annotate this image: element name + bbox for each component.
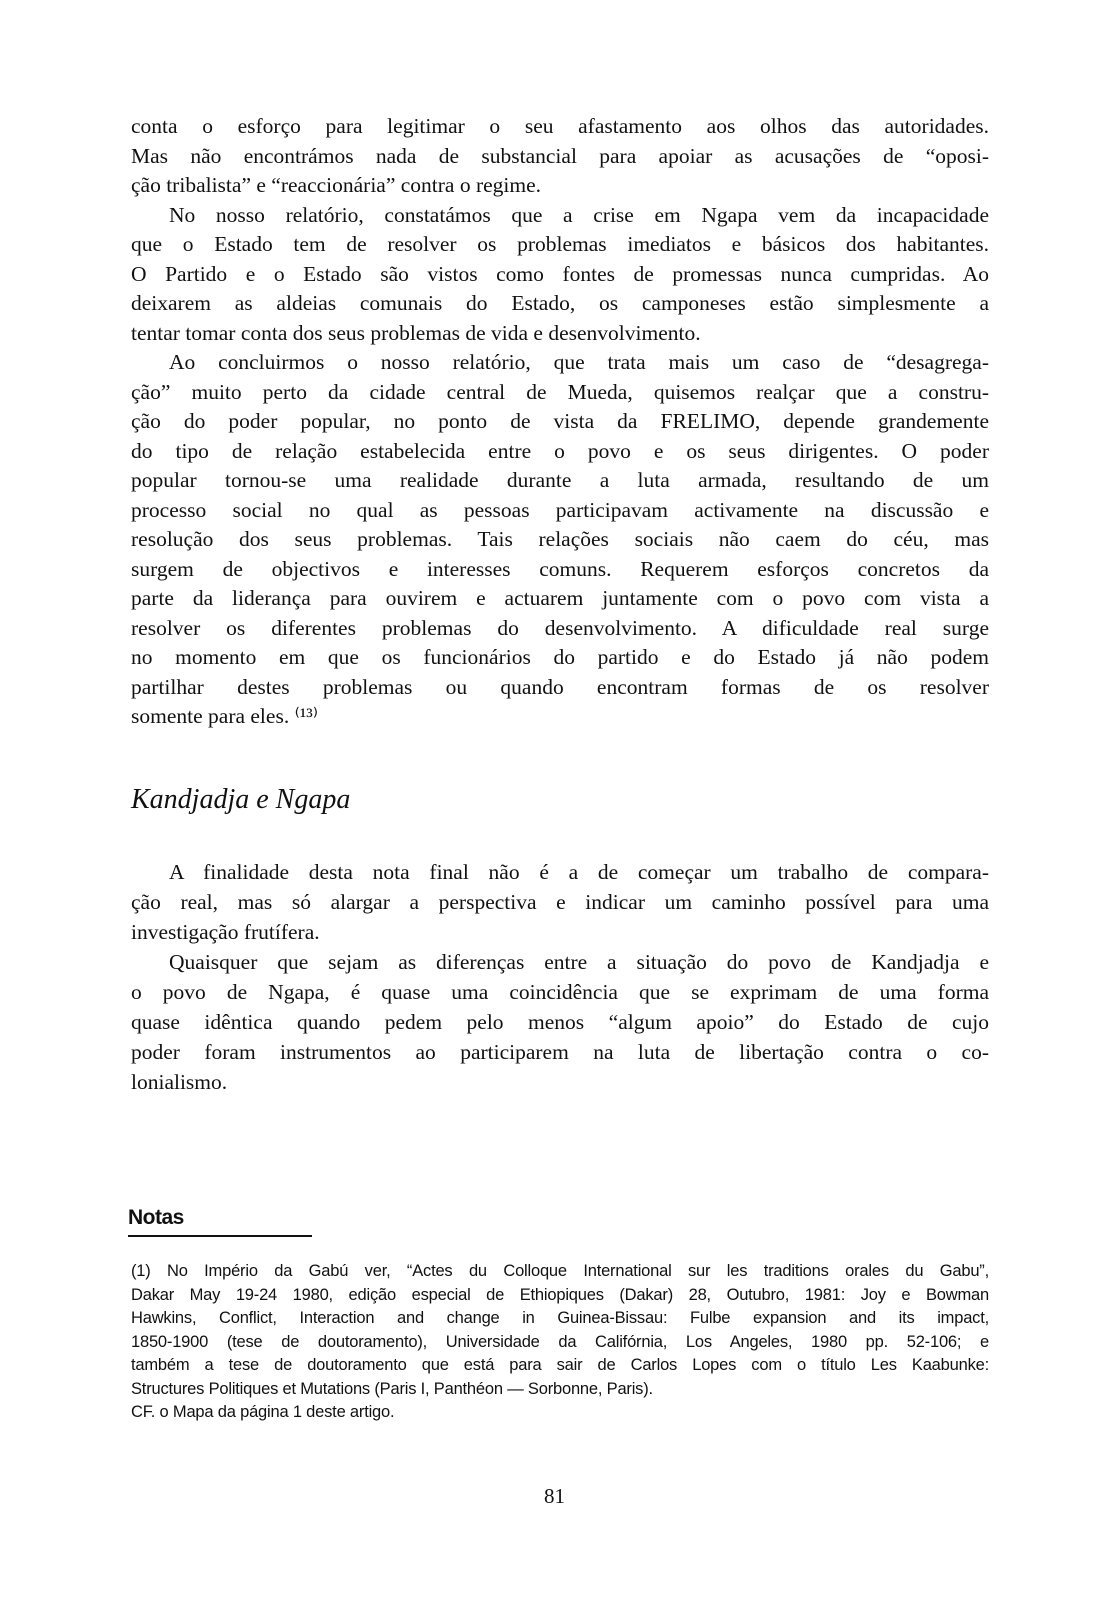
notes-heading: Notas — [128, 1206, 184, 1229]
notes-divider — [128, 1235, 312, 1237]
page-number: 81 — [544, 1484, 565, 1508]
footnote-line: Hawkins, Conflict, Interaction and change in Guinea-Bissau: Fulbe expansion and its impact, — [131, 1309, 989, 1327]
text-line: lonialismo. — [131, 1070, 228, 1094]
text-line: do tipo de relação estabelecida entre o povo e os seus dirigentes. O poder — [131, 438, 989, 463]
section-heading: Kandjadja e Ngapa — [131, 784, 351, 815]
footnote-line: também a tese de doutoramento que está para sair de Carlos Lopes com o título Les Kaabunke: — [131, 1356, 989, 1374]
text-line: no momento em que os funcionários do partido e do Estado já não podem — [131, 645, 989, 669]
footnote-line: CF. o Mapa da página 1 deste artigo. — [131, 1403, 395, 1421]
text-line: processo social no qual as pessoas participavam activamente na discussão e — [131, 497, 989, 522]
text-line: Ao concluirmos o nosso relatório, que trata mais um caso de “desagrega- — [169, 350, 989, 374]
text-line: No nosso relatório, constatámos que a crise em Ngapa vem da incapacidade — [169, 202, 989, 227]
text-line: ção do poder popular, no ponto de vista da FRELIMO, depende grandemente — [131, 409, 989, 433]
footnote-line: Dakar May 19-24 1980, edição especial de Ethiopiques (Dakar) 28, Outubro, 1981: Joy e Bowman — [131, 1285, 989, 1304]
footnote-line: (1) No Império da Gabú ver, “Actes du Colloque International sur les traditions orales du Gabu”, — [131, 1262, 989, 1280]
text-line: Mas não encontrámos nada de substancial para apoiar as acusações de “oposi- — [131, 143, 989, 168]
text-line: parte da liderança para ouvirem e actuarem juntamente com o povo com vista a — [131, 586, 989, 610]
text-line: Quaisquer que sejam as diferenças entre a situação do povo de Kandjadja e — [169, 950, 989, 974]
text-line: investigação frutífera. — [131, 920, 320, 944]
text-line: O Partido e o Estado são vistos como fontes de promessas nunca cumpridas. Ao — [131, 261, 989, 286]
body-text-part1 — [131, 112, 989, 732]
text-line: surgem de objectivos e interesses comuns. Requerem esforços concretos da — [131, 556, 989, 581]
text-line: o povo de Ngapa, é quase uma coincidência que se exprimam de uma forma — [131, 980, 989, 1004]
body-text-part2 — [131, 857, 989, 1097]
text-line: somente para eles. ⁽¹³⁾ — [131, 704, 319, 728]
text-line: ção” muito perto da cidade central de Mueda, quisemos realçar que a constru- — [131, 379, 989, 404]
text-line: poder foram instrumentos ao participarem na luta de libertação contra o co- — [131, 1040, 989, 1064]
text-line: A finalidade desta nota final não é a de começar um trabalho de compara- — [169, 860, 989, 884]
footnotes — [131, 1260, 989, 1425]
text-line: partilhar destes problemas ou quando encontram formas de os resolver — [131, 674, 989, 699]
text-line: deixarem as aldeias comunais do Estado, os camponeses estão simplesmente a — [131, 291, 989, 315]
footnote-line: Structures Politiques et Mutations (Paris I, Panthéon — Sorbonne, Paris). — [131, 1379, 653, 1398]
text-line: conta o esforço para legitimar o seu afastamento aos olhos das autoridades. — [131, 114, 989, 138]
text-line: quase idêntica quando pedem pelo menos “algum apoio” do Estado de cujo — [131, 1010, 989, 1034]
text-line: popular tornou-se uma realidade durante a luta armada, resultando de um — [131, 468, 989, 492]
text-line: resolução dos seus problemas. Tais relações sociais não caem do céu, mas — [131, 527, 989, 551]
footnote-line: 1850-1900 (tese de doutoramento), Universidade da Califórnia, Los Angeles, 1980 pp. 52-106; e — [131, 1332, 989, 1351]
text-line: que o Estado tem de resolver os problemas imediatos e básicos dos habitantes. — [131, 232, 989, 256]
text-line: resolver os diferentes problemas do desenvolvimento. A dificuldade real surge — [131, 615, 989, 640]
text-line: ção tribalista” e “reaccionária” contra o regime. — [131, 173, 542, 197]
text-line: tentar tomar conta dos seus problemas de vida e desenvolvimento. — [131, 320, 701, 345]
text-line: ção real, mas só alargar a perspectiva e indicar um caminho possível para uma — [131, 890, 989, 914]
